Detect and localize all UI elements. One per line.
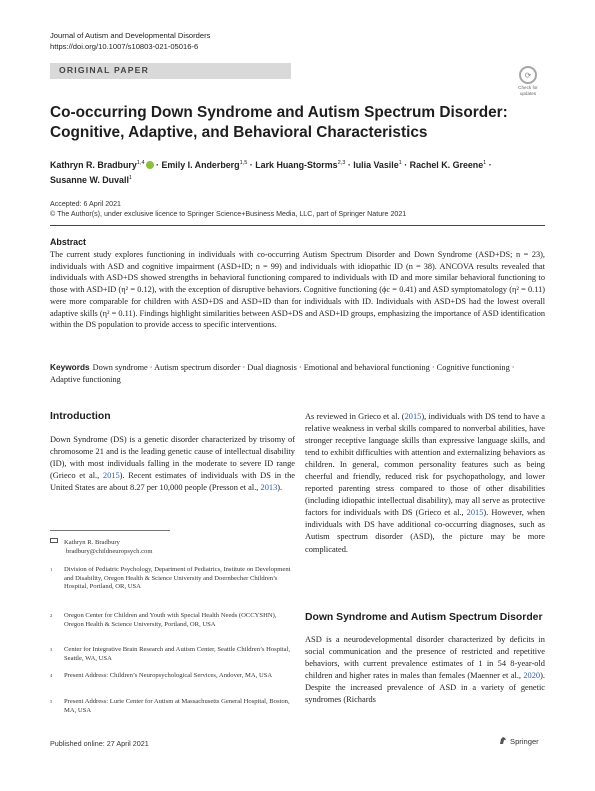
affiliation — [50, 646, 295, 663]
affiliation-number: 2 — [50, 613, 53, 618]
affiliation-number: 4 — [50, 673, 53, 678]
body-text: As reviewed in Grieco et al. ( — [305, 412, 405, 421]
intro-text: ). — [277, 483, 283, 493]
intro-paragraph — [50, 434, 295, 494]
affiliation-text: Present Address: Lurie Center for Autism at Massachusetts General Hospital, Boston, MA, USA — [64, 698, 290, 714]
publisher-name: Springer — [510, 737, 539, 746]
affiliation — [50, 612, 295, 629]
author-separator: · — [345, 159, 354, 170]
author-affil: 2,3 — [337, 160, 346, 166]
citation-link[interactable]: 2013 — [260, 483, 278, 493]
author-separator: · — [401, 159, 410, 170]
author-separator: · — [486, 159, 492, 170]
orcid-icon[interactable] — [146, 161, 154, 169]
affiliation — [50, 672, 295, 681]
published-online: Published online: 27 April 2021 — [50, 739, 149, 748]
accepted-date: Accepted: 6 April 2021 — [50, 200, 121, 208]
author-name[interactable]: Susanne W. Duvall — [50, 175, 129, 186]
citation-link[interactable]: 2020 — [523, 671, 541, 681]
article-dates — [50, 199, 406, 219]
article-title: Co-occurring Down Syndrome and Autism Spectrum Disorder: Cognitive, Adaptive, and Behavioral Characteristics — [50, 104, 508, 141]
section-banner — [50, 63, 291, 79]
author-name[interactable]: Kathryn R. Bradbury — [50, 159, 137, 170]
doi-link[interactable]: https://doi.org/10.1007/s10803-021-05016-6 — [50, 41, 199, 51]
review-paragraph — [305, 411, 545, 556]
citation-link[interactable]: 2015 — [102, 471, 120, 481]
affiliation-text: Center for Integrative Brain Research and Autism Center, Seattle Children’s Hospital, Seattle, WA, USA — [64, 646, 291, 662]
body-text: ). However, when individuals with DS have additional co-occurring diagnoses, such as Autism spectrum disorder (ASD), the picture may be more complicated. — [305, 508, 545, 554]
publisher-logo — [499, 736, 539, 746]
author-name[interactable]: Iulia Vasile — [353, 159, 399, 170]
affiliation-number: 3 — [50, 647, 53, 652]
springer-horse-icon — [499, 736, 507, 745]
badge-line2: updates — [519, 91, 537, 97]
keywords-label: Keywords — [50, 362, 90, 372]
journal-header — [50, 31, 210, 52]
header-divider — [50, 225, 545, 226]
author-name[interactable]: Lark Huang-Storms — [255, 159, 338, 170]
body-text: ), individuals with DS tend to have a relative weakness in verbal skills compared to nonverbal abilities, have stronger receptive language skills than expressive language skills, and tend to exhibit difficulties with attention and externalizing behaviors as children. In general, common personality features such as being cheerful and friendly, reduced risk for psychopathology, and lower reported parenting stress compared to those of other disabilities (including idiopathic intellectual disability), may all serve as protective factors for individuals with DS (Grieco et al., — [305, 412, 545, 518]
footnote-divider — [50, 530, 170, 531]
abstract-text: The current study explores functioning in individuals with co-occurring Autism Spectrum Disorder and Down Syndrome (ASD+DS; n = 23), individuals with ASD and cognitive impairment (ASD+ID; n = 99) and individuals with idiopathic ID (n = 38). ANCOVA results revealed that individuals with ASD+DS showed strengths in behavioral functioning compared to individuals with ID and more similar behavioral functioning to those with ASD+ID (η² = 0.12), with the exception of disruptive behaviors. Cognitive functioning (ϕc = 0.41) and ASD symptomatology (η² = 0.11) were more comparable for children with ASD+DS and ASD+ID than for individuals with ID. Individuals with ASD+DS had the lowest overall adaptive skills (η² = 0.11). Findings highlight similarities between ASD+DS and ASD+ID groups, emphasizing the importance of ASD identification within the DS population to provide access to specific interventions. — [50, 250, 545, 330]
author-affil: 1 — [483, 160, 487, 166]
introduction-heading: Introduction — [50, 411, 111, 422]
affiliation-number: 5 — [50, 699, 53, 704]
affiliation-text: Present Address: Children’s Neuropsychological Services, Andover, MA, USA — [64, 672, 273, 679]
section-label: ORIGINAL PAPER — [59, 65, 150, 75]
contact-email[interactable]: bradbury@childneuropsych.com — [66, 548, 153, 555]
citation-link[interactable]: 2015 — [466, 508, 484, 518]
envelope-icon — [50, 538, 58, 543]
intro-text: Down Syndrome (DS) is a genetic disorder characterized by trisomy of chromosome 21 and is the leading genetic cause of intellectual disability (ID), with most individuals falling in the moderate to severe ID range (Grieco et al., — [50, 435, 295, 481]
author-affil: 1 — [128, 175, 133, 182]
author-name[interactable]: Emily I. Anderberg — [161, 159, 240, 170]
copyright-line: © The Author(s), under exclusive licence to Springer Science+Business Media, LLC, part of Springer Nature 2021 — [50, 210, 407, 218]
author-affil: 1,4 — [136, 160, 145, 166]
keywords — [50, 362, 545, 385]
author-name[interactable]: Rachel K. Greene — [409, 159, 484, 170]
body-text: ASD is a neurodevelopmental disorder characterized by deficits in social communication and the presence of restricted and repetitive behaviors, with current prevalence estimates of 1 in 54 8-year-old children and higher rates in males than females (Maenner et al., — [305, 635, 545, 681]
affiliation-number: 1 — [50, 567, 53, 572]
affiliation-text: Division of Pediatric Psychology, Department of Pediatrics, Institute on Development and Disability, Oregon Health & Science University and Doernbecher Children’s Hospital, Portland, OR, USA — [64, 566, 291, 591]
author-separator: · — [247, 159, 256, 170]
affiliation — [50, 566, 295, 592]
keywords-text: Down syndrome · Autism spectrum disorder · Dual diagnosis · Emotional and behavioral functioning · Cognitive functioning · Adaptive functioning — [50, 363, 515, 384]
badge-line1: Check for — [518, 85, 538, 90]
ds-asd-heading: Down Syndrome and Autism Spectrum Disorder — [305, 612, 543, 623]
intro-text: ). Recent estimates of individuals with DS in the United States are about 8.27 per 10,000 people (Presson et al., — [50, 471, 295, 493]
affiliation-text: Oregon Center for Children and Youth with Special Health Needs (OCCYSHN), Oregon Health & Science University, Portland, OR, USA — [64, 612, 277, 628]
abstract-heading: Abstract — [50, 237, 87, 247]
journal-name: Journal of Autism and Developmental Disorders — [50, 31, 211, 40]
affiliation — [50, 698, 295, 715]
author-list — [50, 157, 550, 188]
author-separator: · — [153, 159, 162, 170]
check-for-updates-badge[interactable] — [513, 66, 543, 100]
check-updates-icon: ⟳ — [519, 66, 537, 84]
corresponding-author — [50, 538, 295, 556]
author-affil: 1,5 — [239, 160, 248, 166]
body-text: ). Despite the increased prevalence of ASD in a variety of genetic syndromes (Richards — [305, 671, 545, 705]
contact-name: Kathryn R. Bradbury — [64, 539, 120, 546]
asd-paragraph — [305, 634, 545, 706]
author-affil: 1 — [398, 160, 402, 166]
citation-link[interactable]: 2015 — [404, 412, 422, 421]
